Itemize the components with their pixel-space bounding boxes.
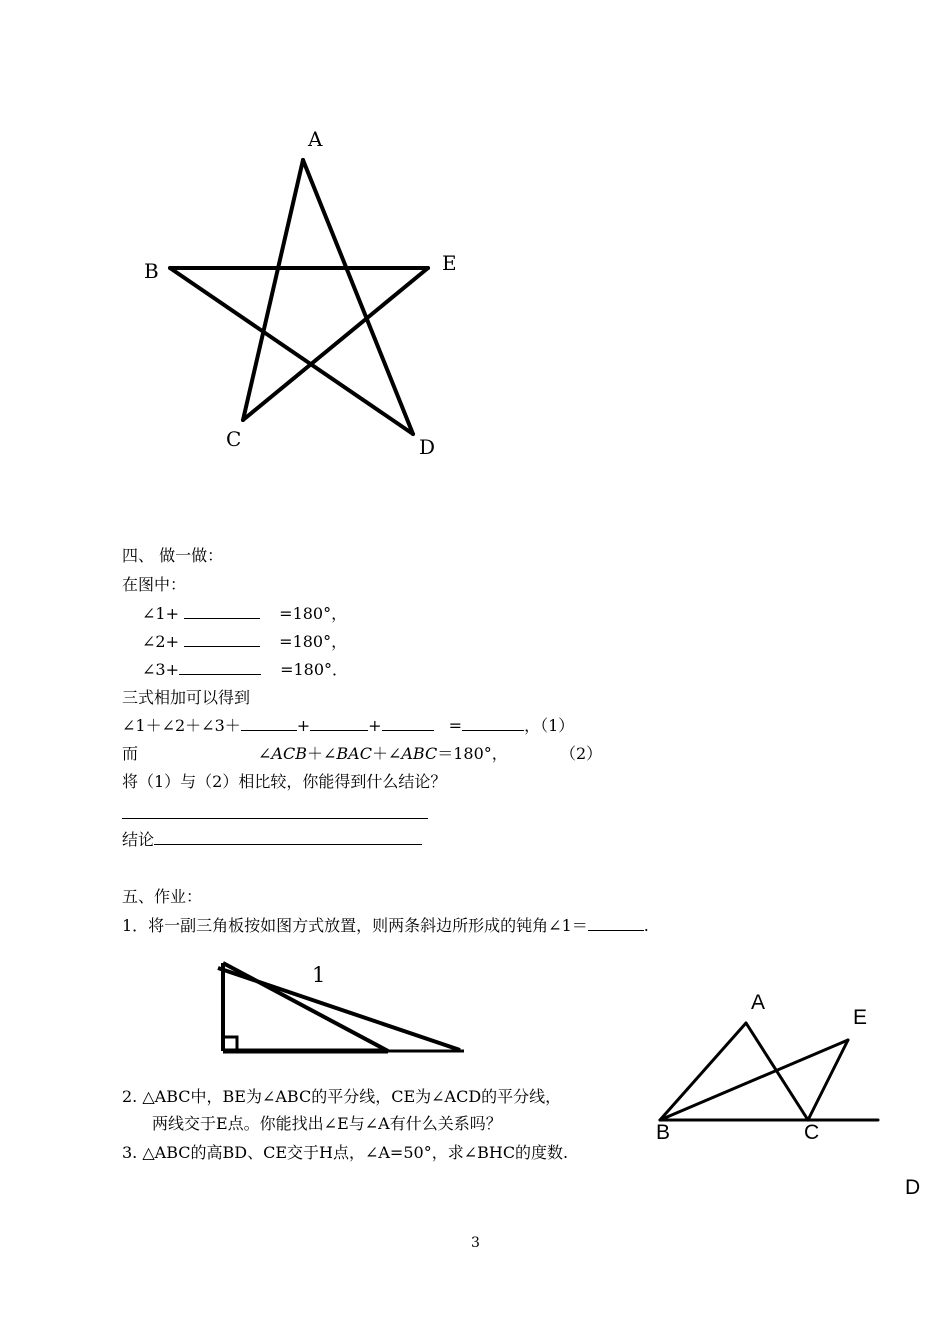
bisector-label-a: A <box>751 991 766 1014</box>
equation-1-blank[interactable] <box>184 604 260 619</box>
conclusion-blank[interactable] <box>154 830 422 845</box>
bisector-label-d: D <box>905 1176 921 1199</box>
conclusion-row <box>122 830 422 850</box>
and-word: 而 <box>122 744 139 763</box>
bisector-label-b: B <box>656 1121 671 1144</box>
bisector-label-c: C <box>804 1121 820 1144</box>
star-diagram <box>130 120 470 470</box>
sum-blank-2[interactable] <box>310 716 368 731</box>
star-label-a: A <box>308 127 323 151</box>
star-segment-bd <box>170 268 413 434</box>
star-figure <box>130 120 470 470</box>
bisector-label-e: E <box>853 1006 868 1029</box>
side-ab <box>660 1023 746 1120</box>
equation-2-suffix: =180°， <box>274 632 348 651</box>
sum-tag: ，（1） <box>524 716 575 735</box>
equation-1-suffix: =180°， <box>274 604 348 623</box>
sum-plus-1: + <box>296 716 311 735</box>
and-equation <box>122 744 682 764</box>
equation-1-prefix: ∠1+ <box>142 604 185 623</box>
triangle-angle-sum: ∠ACB＋∠BAC＋∠ABC＝180°， <box>258 744 508 763</box>
equation-3 <box>142 660 348 680</box>
equation-1 <box>142 604 347 624</box>
question-1-text: 1．将一副三角板按如图方式放置，则两条斜边所形成的钝角∠1＝ <box>122 916 588 935</box>
sum-blank-1[interactable] <box>241 716 297 731</box>
conclusion-label: 结论 <box>122 830 155 849</box>
star-segment-ad <box>303 160 413 434</box>
section5-heading: 五、作业： <box>122 887 203 906</box>
segment-be <box>660 1040 848 1120</box>
sum-start: ∠1＋∠2＋∠3＋ <box>122 716 241 735</box>
page-number: 3 <box>471 1235 480 1251</box>
star-label-b: B <box>144 259 159 283</box>
sum-intro: 三式相加可以得到 <box>122 688 251 707</box>
sum-equals: = <box>443 716 463 735</box>
section4-intro: 在图中： <box>122 575 187 594</box>
section4-heading: 四、 做一做： <box>122 546 224 565</box>
star-label-e: E <box>442 251 457 275</box>
sum-plus-2: + <box>368 716 382 735</box>
equation-2 <box>142 632 347 652</box>
sum-equation <box>122 716 574 736</box>
question-3: 3. △ABC的高BD、CE交于H点，∠A=50°，求∠BHC的度数. <box>122 1143 569 1162</box>
and-tag: （2） <box>560 744 603 763</box>
set-square-diagram <box>210 955 470 1060</box>
bisector-figure <box>650 985 950 1200</box>
star-label-c: C <box>226 427 242 451</box>
question-1 <box>122 916 649 936</box>
star-label-d: D <box>419 435 436 459</box>
equation-2-blank[interactable] <box>184 632 260 647</box>
equation-3-blank[interactable] <box>179 660 261 675</box>
sum-blank-4[interactable] <box>462 716 524 731</box>
question-2-line-1: 2. △ABC中，BE为∠ABC的平分线，CE为∠ACD的平分线， <box>122 1087 562 1106</box>
segment-ce <box>808 1040 848 1120</box>
set-square-figure <box>210 955 470 1060</box>
star-segment-ac <box>243 160 303 420</box>
hypotenuse-2 <box>218 968 460 1050</box>
angle-1-label: 1 <box>312 963 326 987</box>
equation-2-prefix: ∠2+ <box>142 632 185 651</box>
equation-3-prefix: ∠3+ <box>142 660 179 679</box>
compare-question: 将（1）与（2）相比较，你能得到什么结论？ <box>122 772 447 791</box>
question-1-end: . <box>643 916 649 935</box>
question-1-blank[interactable] <box>588 916 644 931</box>
answer-line[interactable] <box>122 818 428 819</box>
equation-3-suffix: =180°． <box>275 660 349 679</box>
bisector-diagram <box>650 985 950 1200</box>
sum-blank-3[interactable] <box>382 716 434 731</box>
question-2-line-2: 两线交于E点。你能找出∠E与∠A有什么关系吗？ <box>152 1114 502 1133</box>
